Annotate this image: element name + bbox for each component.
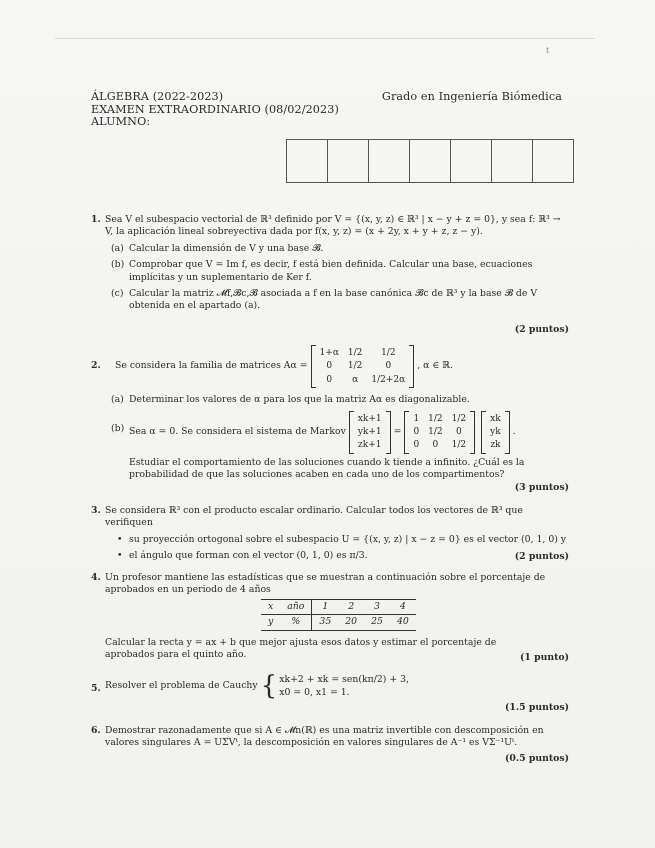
table-cell: 40 (390, 615, 416, 630)
question-number: 2. (91, 360, 101, 371)
vector-entry: zk+1 (358, 440, 382, 451)
family-definition (115, 345, 569, 388)
subquestion-label: (b) (111, 422, 125, 434)
table-cell: año (280, 599, 312, 614)
question-text: Sea V el subespacio vectorial de ℝ³ definido por V = {(x, y, z) ∈ ℝ³ | x − y + z = 0}, y sea f: ℝ³ → V, la aplicación lineal sobreyectiva dada por f(x, y, z) = (x + 2y, x + y + z, z − y). (105, 214, 561, 238)
table-cell: x (261, 599, 280, 614)
condition-text: el ángulo que forman con el vector (0, 1, 0) es π/3. (129, 550, 368, 562)
question-points: (1.5 puntos) (505, 702, 569, 713)
matrix-entry: 1/2 (347, 361, 363, 372)
state-vector-next (349, 411, 391, 454)
matrix-entry: 0 (413, 427, 420, 438)
system-brace: { (260, 671, 278, 701)
family-text: Se considera la familia de matrices Aα = (115, 360, 308, 372)
question-text: Demostrar razonadamente que si A ∈ 𝓜n(ℝ) es una matriz invertible con descomposición en valores singulares A = UΣVᵗ, la descomposición en valores singulares de A⁻¹ es VΣ⁻¹Uᵗ. (105, 725, 544, 749)
question-5 (91, 673, 569, 699)
matrix-entry: 0 (456, 427, 462, 438)
scan-edge (55, 38, 595, 39)
subquestion-label: (a) (111, 394, 124, 406)
subquestion-label: (b) (111, 259, 125, 271)
data-table (261, 599, 416, 631)
question-text: Resolver el problema de Cauchy (105, 679, 258, 691)
table-row (261, 599, 416, 614)
question-text: Calcular la recta y = ax + b que mejor ajusta esos datos y estimar el porcentaje de aprobados para el quinto año. (105, 636, 497, 661)
grade-box (533, 140, 573, 182)
course-title: ÁLGEBRA (2022-2023) (91, 90, 224, 103)
grade-box (287, 140, 328, 182)
table-cell: 20 (338, 615, 364, 630)
question-4 (91, 572, 569, 661)
condition-item (117, 534, 569, 546)
initial-conditions: x0 = 0, x1 = 1. (279, 687, 350, 698)
subquestion-text: Calcular la dimensión de V y una base 𝓑. (129, 242, 324, 254)
markov-text: Sea α = 0. Se considera el sistema de Markov (129, 426, 346, 438)
question-6 (91, 725, 569, 750)
table-cell: % (280, 615, 312, 630)
exam-header (91, 91, 339, 129)
cauchy-problem (105, 673, 569, 699)
question-number: 3. (91, 505, 101, 516)
question-points: (2 puntos) (514, 551, 569, 562)
matrix-entry: 1/2 (428, 413, 443, 424)
subquestion-text: Comprobar que V = Im f, es decir, f está bien definida. Calcular una base, ecuaciones implícitas y un suplementario de Ker f. (129, 259, 533, 283)
table-cell: 2 (338, 599, 364, 614)
matrix-entry: 1/2 (451, 413, 467, 424)
vector-entry: yk (490, 427, 501, 438)
question-number: 5. (91, 683, 101, 694)
table-cell: 35 (312, 615, 338, 630)
table-cell: y (261, 615, 280, 630)
matrix-entry: 1/2 (428, 427, 443, 438)
question-points: (3 puntos) (514, 482, 569, 493)
matrix-entry: 1/2 (451, 440, 467, 451)
subquestion (111, 394, 569, 406)
subquestion-label: (a) (111, 242, 124, 254)
grade-box (492, 140, 533, 182)
degree-title: Grado en Ingeniería Biómedica (381, 90, 562, 103)
state-vector (481, 411, 510, 454)
vector-entry: yk+1 (357, 427, 382, 438)
table-row (261, 615, 416, 630)
subquestion-text: Determinar los valores de α para los que la matriz Aα es diagonalizable. (129, 394, 470, 406)
markov-system: Sea α = 0. Se considera el sistema de Markov xk+1 yk+1 zk+1 = 1 1/2 1/2 0 1/2 0 0 0 1/2 xk yk zk . (129, 411, 569, 454)
question-text: Un profesor mantiene las estadísticas que se muestran a continuación sobre el porcentaje de aprobados en un periodo de 4 años (105, 572, 546, 596)
subquestion-text: Calcular la matriz 𝓜f,𝓑c,𝓑 asociada a f en la base canónica 𝓑c de ℝ³ y la base 𝓑 de V obtenida en el apartado (a). (129, 288, 538, 312)
vector-entry: xk+1 (357, 413, 382, 424)
question-1 (91, 214, 569, 313)
equation-system (279, 673, 409, 699)
grade-boxes (286, 139, 574, 183)
matrix-entry: 0 (432, 440, 439, 451)
question-number: 4. (91, 572, 101, 583)
family-matrix (311, 345, 415, 388)
corner-mark: t (546, 46, 550, 55)
family-domain: , α ∈ ℝ. (417, 360, 453, 372)
matrix-entry: 1/2 (347, 348, 363, 358)
vector-entry: xk (490, 413, 501, 424)
markov-end: . (512, 426, 516, 438)
matrix-entry: 0 (326, 361, 333, 372)
grade-box (369, 140, 410, 182)
subquestion (111, 243, 569, 255)
bullet-dot: • (117, 533, 123, 545)
table-cell: 25 (364, 615, 390, 630)
table-cell: 1 (312, 599, 338, 614)
condition-text: su proyección ortogonal sobre el subespacio U = {(x, y, z) | x − z = 0} es el vector (0, 1, 0) y (129, 533, 567, 545)
question-number: 1. (91, 214, 101, 225)
grade-box (410, 140, 451, 182)
question-3 (91, 505, 569, 563)
table-cell: 3 (364, 599, 390, 614)
condition-item (117, 550, 569, 562)
table-cell: 4 (390, 599, 416, 614)
matrix-entry: 1+α (319, 348, 339, 358)
equation: xk+2 + xk = sen(kπ/2) + 3, (279, 674, 409, 685)
grade-box (328, 140, 369, 182)
bullet-dot: • (117, 550, 123, 562)
vector-entry: zk (490, 440, 501, 451)
matrix-entry: 0 (413, 440, 420, 451)
markov-followup: Estudiar el comportamiento de las soluciones cuando k tiende a infinito. ¿Cuál es la probabilidad de que las soluciones acaben en cada uno de los compartimentos? (129, 456, 525, 481)
question-text: Se considera ℝ³ con el producto escalar ordinario. Calcular todos los vectores de ℝ³ que verifiquen (105, 505, 523, 529)
subquestion (111, 259, 569, 284)
matrix-entry: 0 (385, 361, 392, 372)
question-2 (91, 345, 569, 482)
subquestion (111, 411, 569, 482)
question-points: (0.5 puntos) (505, 753, 569, 764)
matrix-entry: 1/2+2α (371, 374, 406, 385)
subquestion-label: (c) (111, 288, 124, 300)
subquestion (111, 288, 569, 313)
question-number: 6. (91, 725, 101, 736)
grade-box (451, 140, 492, 182)
question-points: (1 punto) (519, 652, 569, 663)
matrix-entry: 1/2 (381, 348, 396, 358)
student-label: ALUMNO: (91, 115, 151, 128)
matrix-entry: α (352, 374, 359, 385)
matrix-entry: 0 (326, 374, 333, 385)
matrix-entry: 1 (413, 413, 420, 424)
exam-title: EXAMEN EXTRAORDINARIO (08/02/2023) (91, 102, 339, 116)
markov-matrix (404, 411, 475, 454)
question-points: (2 puntos) (514, 324, 569, 335)
